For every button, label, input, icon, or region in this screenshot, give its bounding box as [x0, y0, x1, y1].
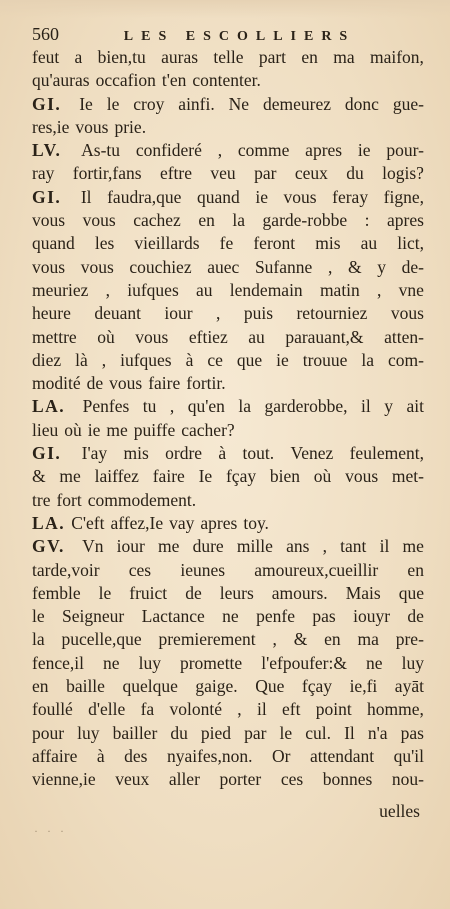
- text-line: en baille quelque gaige. Que fçay ie,fi ayāt: [32, 676, 424, 697]
- speaker-tag: GI.: [32, 186, 62, 207]
- text-line: tarde,voir ces ieunes amoureux,cueillir en: [32, 559, 424, 580]
- text-line: meuriez , iufques au lendemain matin , vne: [32, 279, 424, 300]
- speaker-tag: LA.: [32, 396, 66, 417]
- catchword: uelles: [379, 801, 420, 821]
- text-line: foullé d'elle fa volonté , il eft point homme,: [32, 699, 424, 720]
- page-header: [32, 24, 420, 47]
- text-line: qu'auras occafion t'en contenter.: [32, 70, 261, 91]
- text-line: tre fort commodement.: [32, 489, 197, 510]
- text-line: modité de vous faire fortir.: [32, 373, 226, 394]
- text-line: vienne,ie veux aller porter ces bonnes nou-: [32, 769, 424, 790]
- text-line: quand les vieillards fe feront mis au lict,: [32, 233, 424, 254]
- page-edge-shadow: [0, 0, 450, 18]
- text-line: le Seigneur Lactance ne penfe pas iouyr de: [32, 606, 424, 627]
- margin-marks-decoration: · · ·: [34, 824, 67, 838]
- speaker-tag: LA.: [32, 512, 66, 533]
- text-line: & me laiffez faire Ie fçay bien où vous met-: [32, 466, 424, 487]
- text-line: lieu où ie me puiffe cacher?: [32, 419, 235, 440]
- speaker-tag: GI.: [32, 93, 62, 114]
- text-line: vous vous couchiez auec Sufanne , & y de-: [32, 256, 424, 277]
- text-line: feut a bien,tu auras telle part en ma maifon,: [32, 47, 424, 67]
- text-line: LA. C'eft affez,Ie vay apres toy.: [32, 512, 424, 535]
- text-line: diez là , iufques à ce que ie trouue la com-: [32, 349, 424, 370]
- text-line: GI. I'ay mis ordre à tout. Venez feulement,: [32, 442, 424, 465]
- text-line: affaire à des nyaifes,non. Or attendant qu'il: [32, 745, 424, 766]
- speaker-tag: GI.: [32, 443, 62, 464]
- text-body: [32, 46, 424, 792]
- text-line: fence,il ne luy promette l'efpoufer:& ne luy: [32, 652, 424, 673]
- text-line: res,ie vous prie.: [32, 116, 147, 137]
- text-line: GI. Il faudra,que quand ie vous feray figne,: [32, 186, 424, 209]
- text-line: vous vous cachez en la garde-robbe : apres: [32, 210, 424, 231]
- running-title: LES ESCOLLIERS: [123, 29, 356, 44]
- text-line: LA. Penfes tu , qu'en la garderobbe, il y ait: [32, 395, 424, 418]
- text-line: pour luy bailler du pied par le cul. Il n'a pas: [32, 722, 424, 743]
- text-line: la pucelle,que premierement , & en ma pre-: [32, 629, 424, 650]
- speaker-tag: GV.: [32, 536, 65, 557]
- text-line: LV. As-tu confideré , comme apres ie pour-: [32, 139, 424, 162]
- text-line: GI. Ie le croy ainfi. Ne demeurez donc gue-: [32, 93, 424, 116]
- text-line: GV. Vn iour me dure mille ans , tant il me: [32, 535, 424, 558]
- text-line: femble le fruict de leurs amours. Mais que: [32, 582, 424, 603]
- text-line: ray fortir,fans eftre veu par ceux du logis?: [32, 163, 424, 184]
- text-line: mettre où vous eftiez au parauant,& atten-: [32, 326, 424, 347]
- text-line: heure deuant iour , puis retourniez vous: [32, 303, 424, 324]
- page-number: 560: [32, 24, 59, 44]
- speaker-tag: LV.: [32, 140, 62, 161]
